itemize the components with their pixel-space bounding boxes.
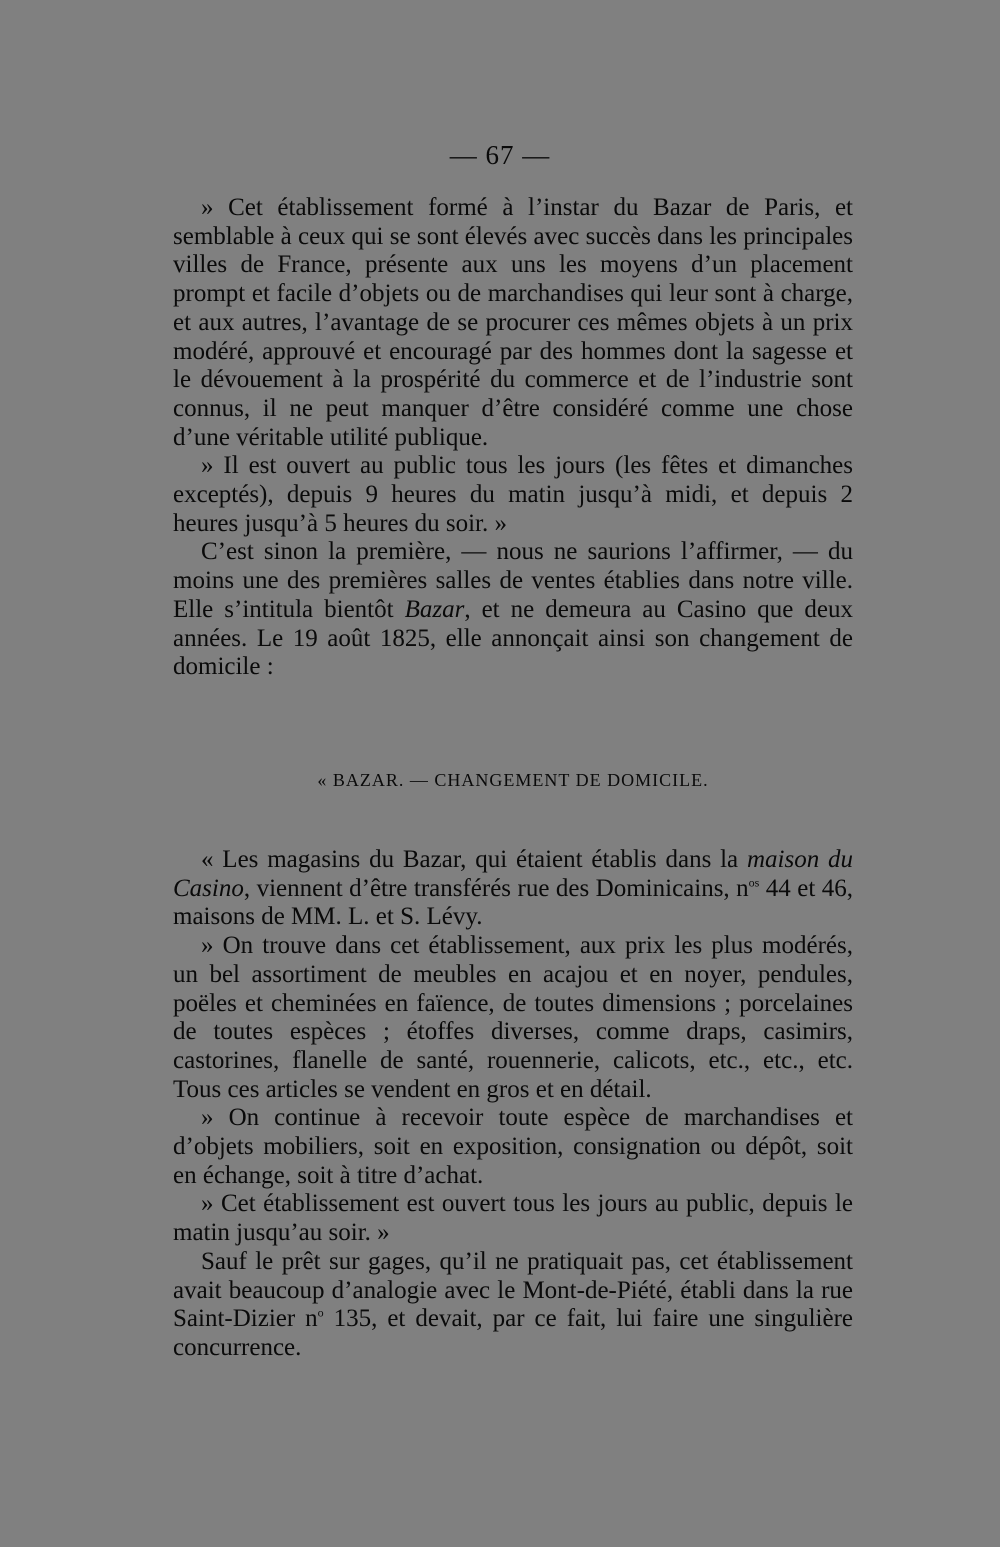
paragraph-first-sales-room bbox=[173, 538, 853, 682]
superscript: os bbox=[748, 875, 760, 890]
italic-text: maison du Casino bbox=[173, 846, 854, 902]
text-run: , et ne demeura au Casino que deux années. Le 19 août 1825, elle annonçait ainsi son changement de domicile : bbox=[173, 595, 853, 681]
text-block-top bbox=[173, 194, 853, 682]
text-run: 44 et 46, maisons de MM. L. et S. Lévy. bbox=[173, 874, 854, 931]
text-run: « Les magasins du Bazar, qui étaient établis dans la bbox=[201, 846, 739, 873]
text-run: 135, et devait, par ce fait, lui faire une singulière concurrence. bbox=[173, 1305, 853, 1361]
page-number: — 67 — bbox=[449, 140, 551, 170]
italic-text: Bazar bbox=[404, 595, 465, 623]
paragraph-assortment: » On trouve dans cet établissement, aux prix les plus modérés, un bel assortiment de meubles en acajou et en noyer, pendules, poëles et cheminées en faïence, de toutes dimensions ; porcelaines de toutes espèces ; étoffes diverses, comme draps, casimirs, castorines, flanelle de santé, rouennerie, calicots, etc., etc., etc. Tous ces articles se vendent en gros et en détail. bbox=[173, 932, 853, 1103]
paragraph-mont-de-piete bbox=[173, 1248, 853, 1363]
paragraph-receiving: » On continue à recevoir toute espèce de marchandises et d’objets mobiliers, soit en exposition, consignation ou dépôt, soit en échange, soit à titre d’achat. bbox=[173, 1104, 853, 1189]
notice-heading: « BAZAR. — CHANGEMENT DE DOMICILE. bbox=[317, 770, 709, 790]
paragraph-transfer bbox=[173, 846, 853, 932]
text-run: Sauf le prêt sur gages, qu’il ne pratiquait pas, cet établissement avait beaucoup d’analogie avec le Mont-de-Piété, établi dans la rue Saint-Dizier n bbox=[173, 1247, 853, 1333]
superscript: o bbox=[317, 1305, 324, 1320]
text-run: , viennent d’être transférés rue des Dominicains, n bbox=[243, 874, 749, 902]
text-block-bottom bbox=[173, 846, 853, 1363]
paragraph-opening-hours: » Il est ouvert au public tous les jours (les fêtes et dimanches exceptés), depuis 9 heures du matin jusqu’à midi, et depuis 2 heures jusqu’à 5 heures du soir. » bbox=[173, 452, 853, 537]
paragraph-establishment: » Cet établissement formé à l’instar du Bazar de Paris, et semblable à ceux qui se sont élevés avec succès dans les principales villes de France, présente aux uns les moyens d’un placement prompt et facile d’objets ou de marchandises qui leur sont à charge, et aux autres, l’avantage de se procurer ces mêmes objets à un prix modéré, approuvé et encouragé par des hommes dont la sagesse et le dévouement à la prospérité du commerce et de l’industrie sont connus, il ne peut manquer d’être considéré comme une chose d’une véritable utilité publique. bbox=[173, 194, 853, 451]
paragraph-open-daily: » Cet établissement est ouvert tous les jours au public, depuis le matin jusqu’au soir. » bbox=[173, 1190, 853, 1247]
text-run: C’est sinon la première, — nous ne saurions l’affirmer, — du moins une des premières salles de ventes établies dans notre ville. Elle s’intitula bientôt bbox=[173, 538, 853, 623]
